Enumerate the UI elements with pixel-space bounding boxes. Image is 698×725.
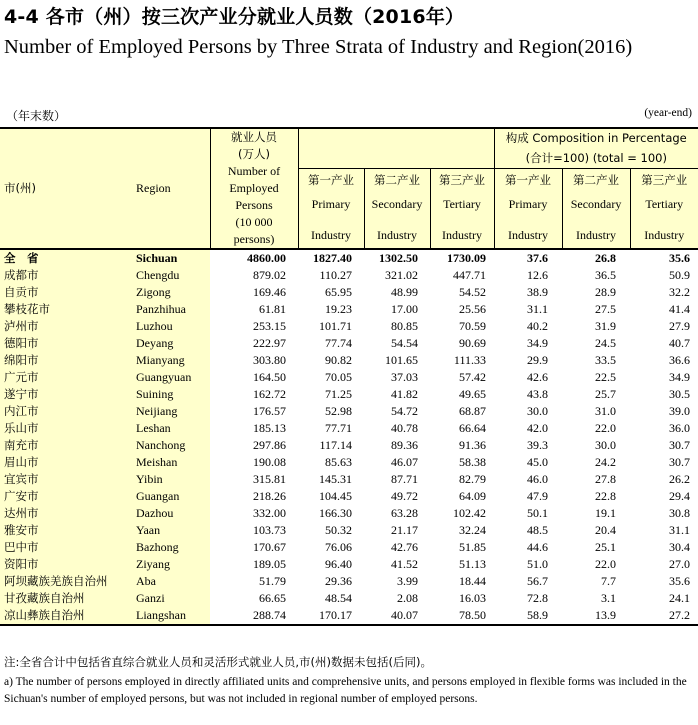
cell-primary: 52.98 bbox=[298, 403, 364, 420]
cell-primary: 76.06 bbox=[298, 539, 364, 556]
cell-primary-pct: 42.0 bbox=[494, 420, 562, 437]
cell-secondary-pct: 22.5 bbox=[562, 369, 630, 386]
header-employed-en5: persons) bbox=[233, 232, 275, 246]
cell-tertiary-pct: 39.0 bbox=[630, 403, 698, 420]
cell-secondary: 46.07 bbox=[364, 454, 430, 471]
cell-primary-pct: 42.6 bbox=[494, 369, 562, 386]
cell-region: Nanchong bbox=[130, 437, 210, 454]
cell-region: Deyang bbox=[130, 335, 210, 352]
table-row bbox=[0, 335, 698, 352]
cell-secondary: 49.72 bbox=[364, 488, 430, 505]
cell-region: Panzhihua bbox=[130, 301, 210, 318]
table-row bbox=[0, 386, 698, 403]
header-region: Region bbox=[136, 181, 171, 195]
cell-tertiary: 78.50 bbox=[430, 607, 494, 625]
cell-city: 自贡市 bbox=[0, 284, 130, 301]
cell-employed-total: 332.00 bbox=[210, 505, 298, 522]
cell-primary: 117.14 bbox=[298, 437, 364, 454]
cell-tertiary: 90.69 bbox=[430, 335, 494, 352]
cell-city: 阿坝藏族羌族自治州 bbox=[0, 573, 130, 590]
cell-employed-total: 222.97 bbox=[210, 335, 298, 352]
header-primary-en-pct: Primary Industry bbox=[494, 193, 562, 250]
cell-tertiary-pct: 30.8 bbox=[630, 505, 698, 522]
cell-secondary-pct: 26.8 bbox=[562, 249, 630, 267]
cell-tertiary-pct: 29.4 bbox=[630, 488, 698, 505]
cell-tertiary: 58.38 bbox=[430, 454, 494, 471]
cell-secondary: 42.76 bbox=[364, 539, 430, 556]
cell-tertiary: 18.44 bbox=[430, 573, 494, 590]
cell-tertiary: 447.71 bbox=[430, 267, 494, 284]
cell-primary-pct: 46.0 bbox=[494, 471, 562, 488]
table-row bbox=[0, 284, 698, 301]
table-row bbox=[0, 420, 698, 437]
cell-secondary: 17.00 bbox=[364, 301, 430, 318]
header-tertiary-cn-pct: 第三产业 bbox=[630, 169, 698, 193]
cell-city: 达州市 bbox=[0, 505, 130, 522]
cell-secondary-pct: 7.7 bbox=[562, 573, 630, 590]
cell-region: Aba bbox=[130, 573, 210, 590]
table-row bbox=[0, 539, 698, 556]
cell-tertiary-pct: 35.6 bbox=[630, 249, 698, 267]
header-secondary-cn-pct: 第二产业 bbox=[562, 169, 630, 193]
cell-secondary: 41.82 bbox=[364, 386, 430, 403]
table-row bbox=[0, 590, 698, 607]
header-employed-cn2: (万人) bbox=[238, 147, 270, 161]
header-tertiary-cn: 第三产业 bbox=[430, 169, 494, 193]
header-employed-en1: Number of bbox=[227, 164, 281, 178]
cell-region: Chengdu bbox=[130, 267, 210, 284]
cell-tertiary: 91.36 bbox=[430, 437, 494, 454]
cell-secondary-pct: 36.5 bbox=[562, 267, 630, 284]
cell-city: 广安市 bbox=[0, 488, 130, 505]
header-tertiary-en-pct: Tertiary Industry bbox=[630, 193, 698, 250]
cell-secondary-pct: 24.5 bbox=[562, 335, 630, 352]
unit-label-chinese: （年末数） bbox=[6, 109, 67, 123]
cell-primary: 170.17 bbox=[298, 607, 364, 625]
cell-region: Meishan bbox=[130, 454, 210, 471]
cell-employed-total: 190.08 bbox=[210, 454, 298, 471]
header-primary-cn-pct: 第一产业 bbox=[494, 169, 562, 193]
cell-tertiary-pct: 36.0 bbox=[630, 420, 698, 437]
table-row bbox=[0, 403, 698, 420]
cell-city: 凉山彝族自治州 bbox=[0, 607, 130, 625]
cell-secondary: 37.03 bbox=[364, 369, 430, 386]
cell-primary-pct: 44.6 bbox=[494, 539, 562, 556]
cell-secondary: 63.28 bbox=[364, 505, 430, 522]
cell-primary: 65.95 bbox=[298, 284, 364, 301]
header-primary-cn: 第一产业 bbox=[298, 169, 364, 193]
header-secondary-en-pct: Secondary Industry bbox=[562, 193, 630, 250]
table-row bbox=[0, 249, 698, 267]
cell-city: 泸州市 bbox=[0, 318, 130, 335]
cell-employed-total: 189.05 bbox=[210, 556, 298, 573]
cell-tertiary: 82.79 bbox=[430, 471, 494, 488]
cell-tertiary-pct: 27.9 bbox=[630, 318, 698, 335]
cell-employed-total: 103.73 bbox=[210, 522, 298, 539]
cell-primary-pct: 45.0 bbox=[494, 454, 562, 471]
cell-city: 遂宁市 bbox=[0, 386, 130, 403]
cell-primary-pct: 51.0 bbox=[494, 556, 562, 573]
cell-secondary: 40.07 bbox=[364, 607, 430, 625]
footnote-chinese: 注:全省合计中包括省直综合就业人员和灵活形式就业人员,市(州)数据未包括(后同)。 bbox=[4, 655, 432, 669]
cell-primary: 77.71 bbox=[298, 420, 364, 437]
cell-tertiary-pct: 40.7 bbox=[630, 335, 698, 352]
unit-label-english: (year-end) bbox=[644, 107, 692, 119]
cell-region: Mianyang bbox=[130, 352, 210, 369]
cell-region: Guangyuan bbox=[130, 369, 210, 386]
cell-tertiary-pct: 34.9 bbox=[630, 369, 698, 386]
cell-primary-pct: 29.9 bbox=[494, 352, 562, 369]
cell-tertiary: 66.64 bbox=[430, 420, 494, 437]
cell-secondary: 3.99 bbox=[364, 573, 430, 590]
cell-city: 全 省 bbox=[0, 249, 130, 267]
cell-secondary: 2.08 bbox=[364, 590, 430, 607]
cell-primary: 110.27 bbox=[298, 267, 364, 284]
cell-city: 成都市 bbox=[0, 267, 130, 284]
cell-employed-total: 162.72 bbox=[210, 386, 298, 403]
table-row bbox=[0, 301, 698, 318]
cell-primary: 85.63 bbox=[298, 454, 364, 471]
cell-tertiary-pct: 27.0 bbox=[630, 556, 698, 573]
cell-tertiary: 49.65 bbox=[430, 386, 494, 403]
cell-secondary: 40.78 bbox=[364, 420, 430, 437]
cell-region: Zigong bbox=[130, 284, 210, 301]
cell-tertiary: 32.24 bbox=[430, 522, 494, 539]
cell-primary: 1827.40 bbox=[298, 249, 364, 267]
cell-secondary-pct: 30.0 bbox=[562, 437, 630, 454]
cell-secondary: 54.72 bbox=[364, 403, 430, 420]
cell-secondary-pct: 22.0 bbox=[562, 556, 630, 573]
header-composition-note: (合计=100) (total = 100) bbox=[494, 149, 698, 169]
table-row bbox=[0, 267, 698, 284]
cell-primary: 145.31 bbox=[298, 471, 364, 488]
cell-primary: 50.32 bbox=[298, 522, 364, 539]
cell-region: Sichuan bbox=[130, 249, 210, 267]
footnote-english: a) The number of persons employed in directly affiliated units and comprehensive units, and persons employed in flexible forms was included in the Sichuan's number of employed persons, but was not included in regional number of employed persons. bbox=[4, 676, 687, 705]
cell-tertiary: 1730.09 bbox=[430, 249, 494, 267]
cell-tertiary: 111.33 bbox=[430, 352, 494, 369]
table-row bbox=[0, 607, 698, 625]
cell-secondary-pct: 3.1 bbox=[562, 590, 630, 607]
cell-primary: 71.25 bbox=[298, 386, 364, 403]
cell-region: Guangan bbox=[130, 488, 210, 505]
cell-city: 资阳市 bbox=[0, 556, 130, 573]
cell-primary-pct: 31.1 bbox=[494, 301, 562, 318]
cell-secondary-pct: 13.9 bbox=[562, 607, 630, 625]
cell-secondary: 21.17 bbox=[364, 522, 430, 539]
table-row bbox=[0, 352, 698, 369]
cell-secondary: 101.65 bbox=[364, 352, 430, 369]
cell-city: 德阳市 bbox=[0, 335, 130, 352]
cell-tertiary-pct: 30.7 bbox=[630, 454, 698, 471]
cell-employed-total: 164.50 bbox=[210, 369, 298, 386]
cell-city: 巴中市 bbox=[0, 539, 130, 556]
cell-employed-total: 4860.00 bbox=[210, 249, 298, 267]
cell-region: Neijiang bbox=[130, 403, 210, 420]
cell-city: 内江市 bbox=[0, 403, 130, 420]
cell-primary: 29.36 bbox=[298, 573, 364, 590]
cell-region: Luzhou bbox=[130, 318, 210, 335]
cell-primary: 166.30 bbox=[298, 505, 364, 522]
cell-primary-pct: 40.2 bbox=[494, 318, 562, 335]
cell-employed-total: 253.15 bbox=[210, 318, 298, 335]
cell-primary-pct: 12.6 bbox=[494, 267, 562, 284]
cell-employed-total: 185.13 bbox=[210, 420, 298, 437]
cell-secondary-pct: 22.0 bbox=[562, 420, 630, 437]
header-composition: 构成 Composition in Percentage bbox=[494, 128, 698, 149]
cell-city: 绵阳市 bbox=[0, 352, 130, 369]
cell-employed-total: 315.81 bbox=[210, 471, 298, 488]
cell-region: Yaan bbox=[130, 522, 210, 539]
header-city: 市(州) bbox=[4, 181, 36, 195]
cell-tertiary: 51.85 bbox=[430, 539, 494, 556]
cell-secondary: 80.85 bbox=[364, 318, 430, 335]
cell-tertiary: 16.03 bbox=[430, 590, 494, 607]
cell-tertiary: 54.52 bbox=[430, 284, 494, 301]
cell-tertiary: 64.09 bbox=[430, 488, 494, 505]
cell-primary-pct: 37.6 bbox=[494, 249, 562, 267]
cell-employed-total: 66.65 bbox=[210, 590, 298, 607]
cell-tertiary-pct: 27.2 bbox=[630, 607, 698, 625]
cell-tertiary-pct: 32.2 bbox=[630, 284, 698, 301]
cell-primary: 96.40 bbox=[298, 556, 364, 573]
cell-tertiary: 70.59 bbox=[430, 318, 494, 335]
cell-primary: 48.54 bbox=[298, 590, 364, 607]
cell-city: 雅安市 bbox=[0, 522, 130, 539]
cell-secondary-pct: 27.8 bbox=[562, 471, 630, 488]
cell-tertiary: 57.42 bbox=[430, 369, 494, 386]
header-absolute-blank bbox=[298, 128, 494, 169]
employment-table bbox=[0, 127, 698, 626]
page-title-chinese: 4-4 各市（州）按三次产业分就业人员数（2016年） bbox=[4, 6, 465, 28]
cell-tertiary-pct: 30.4 bbox=[630, 539, 698, 556]
cell-tertiary: 25.56 bbox=[430, 301, 494, 318]
cell-primary: 104.45 bbox=[298, 488, 364, 505]
cell-tertiary-pct: 24.1 bbox=[630, 590, 698, 607]
cell-secondary: 1302.50 bbox=[364, 249, 430, 267]
table-row bbox=[0, 454, 698, 471]
cell-primary-pct: 58.9 bbox=[494, 607, 562, 625]
cell-secondary: 321.02 bbox=[364, 267, 430, 284]
cell-primary-pct: 43.8 bbox=[494, 386, 562, 403]
table-row bbox=[0, 556, 698, 573]
header-employed-en2: Employed bbox=[229, 181, 279, 195]
cell-tertiary-pct: 31.1 bbox=[630, 522, 698, 539]
cell-region: Ganzi bbox=[130, 590, 210, 607]
cell-city: 南充市 bbox=[0, 437, 130, 454]
cell-tertiary-pct: 26.2 bbox=[630, 471, 698, 488]
cell-employed-total: 879.02 bbox=[210, 267, 298, 284]
cell-tertiary: 102.42 bbox=[430, 505, 494, 522]
cell-tertiary-pct: 41.4 bbox=[630, 301, 698, 318]
cell-primary-pct: 47.9 bbox=[494, 488, 562, 505]
cell-tertiary-pct: 35.6 bbox=[630, 573, 698, 590]
cell-employed-total: 176.57 bbox=[210, 403, 298, 420]
cell-employed-total: 288.74 bbox=[210, 607, 298, 625]
cell-primary-pct: 50.1 bbox=[494, 505, 562, 522]
cell-region: Ziyang bbox=[130, 556, 210, 573]
table-row bbox=[0, 318, 698, 335]
cell-region: Liangshan bbox=[130, 607, 210, 625]
header-primary-en: Primary Industry bbox=[298, 193, 364, 250]
cell-region: Dazhou bbox=[130, 505, 210, 522]
cell-secondary-pct: 24.2 bbox=[562, 454, 630, 471]
cell-secondary-pct: 25.1 bbox=[562, 539, 630, 556]
cell-tertiary: 68.87 bbox=[430, 403, 494, 420]
cell-city: 乐山市 bbox=[0, 420, 130, 437]
cell-primary-pct: 56.7 bbox=[494, 573, 562, 590]
cell-employed-total: 218.26 bbox=[210, 488, 298, 505]
cell-region: Suining bbox=[130, 386, 210, 403]
cell-city: 攀枝花市 bbox=[0, 301, 130, 318]
cell-secondary-pct: 19.1 bbox=[562, 505, 630, 522]
table-row bbox=[0, 369, 698, 386]
header-secondary-cn: 第二产业 bbox=[364, 169, 430, 193]
cell-secondary: 48.99 bbox=[364, 284, 430, 301]
table-row bbox=[0, 437, 698, 454]
cell-primary: 70.05 bbox=[298, 369, 364, 386]
cell-primary: 90.82 bbox=[298, 352, 364, 369]
header-employed-cn1: 就业人员 bbox=[231, 130, 277, 144]
cell-tertiary-pct: 50.9 bbox=[630, 267, 698, 284]
table-header bbox=[0, 128, 698, 249]
header-employed-en3: Persons bbox=[235, 198, 273, 212]
cell-employed-total: 170.67 bbox=[210, 539, 298, 556]
cell-primary-pct: 39.3 bbox=[494, 437, 562, 454]
header-employed bbox=[210, 128, 298, 249]
cell-secondary-pct: 22.8 bbox=[562, 488, 630, 505]
cell-secondary-pct: 20.4 bbox=[562, 522, 630, 539]
cell-primary: 19.23 bbox=[298, 301, 364, 318]
table-row bbox=[0, 573, 698, 590]
cell-employed-total: 297.86 bbox=[210, 437, 298, 454]
cell-primary: 77.74 bbox=[298, 335, 364, 352]
cell-secondary-pct: 27.5 bbox=[562, 301, 630, 318]
cell-primary-pct: 34.9 bbox=[494, 335, 562, 352]
cell-secondary: 54.54 bbox=[364, 335, 430, 352]
cell-tertiary: 51.13 bbox=[430, 556, 494, 573]
table-row bbox=[0, 471, 698, 488]
cell-region: Bazhong bbox=[130, 539, 210, 556]
cell-primary-pct: 38.9 bbox=[494, 284, 562, 301]
header-employed-en4: (10 000 bbox=[235, 215, 273, 229]
cell-secondary-pct: 33.5 bbox=[562, 352, 630, 369]
cell-secondary-pct: 31.0 bbox=[562, 403, 630, 420]
cell-tertiary-pct: 30.5 bbox=[630, 386, 698, 403]
cell-secondary-pct: 25.7 bbox=[562, 386, 630, 403]
cell-employed-total: 169.46 bbox=[210, 284, 298, 301]
cell-secondary: 87.71 bbox=[364, 471, 430, 488]
page-title-english: Number of Employed Persons by Three Strata of Industry and Region(2016) bbox=[4, 36, 633, 58]
cell-tertiary-pct: 30.7 bbox=[630, 437, 698, 454]
table-body bbox=[0, 249, 698, 625]
cell-employed-total: 61.81 bbox=[210, 301, 298, 318]
cell-city: 眉山市 bbox=[0, 454, 130, 471]
cell-primary: 101.71 bbox=[298, 318, 364, 335]
cell-city: 广元市 bbox=[0, 369, 130, 386]
cell-secondary-pct: 28.9 bbox=[562, 284, 630, 301]
cell-secondary: 89.36 bbox=[364, 437, 430, 454]
cell-primary-pct: 72.8 bbox=[494, 590, 562, 607]
cell-region: Yibin bbox=[130, 471, 210, 488]
cell-tertiary-pct: 36.6 bbox=[630, 352, 698, 369]
table-row bbox=[0, 522, 698, 539]
cell-primary-pct: 30.0 bbox=[494, 403, 562, 420]
table-row bbox=[0, 488, 698, 505]
cell-primary-pct: 48.5 bbox=[494, 522, 562, 539]
header-tertiary-en: Tertiary Industry bbox=[430, 193, 494, 250]
cell-city: 宜宾市 bbox=[0, 471, 130, 488]
cell-employed-total: 51.79 bbox=[210, 573, 298, 590]
cell-region: Leshan bbox=[130, 420, 210, 437]
cell-secondary: 41.52 bbox=[364, 556, 430, 573]
header-secondary-en: Secondary Industry bbox=[364, 193, 430, 250]
cell-secondary-pct: 31.9 bbox=[562, 318, 630, 335]
cell-employed-total: 303.80 bbox=[210, 352, 298, 369]
table-row bbox=[0, 505, 698, 522]
cell-city: 甘孜藏族自治州 bbox=[0, 590, 130, 607]
